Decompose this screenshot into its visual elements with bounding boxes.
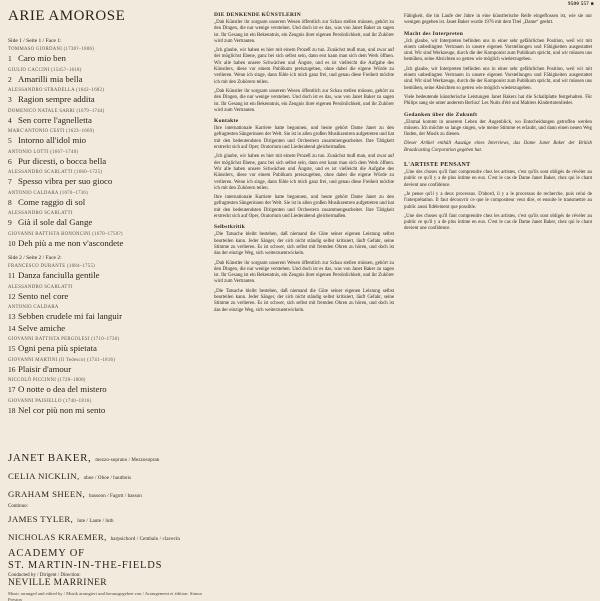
track-title: Caro mio ben (18, 53, 66, 63)
notes-paragraph: „Dah Künstler ihr sorgsam unserem Wesen öffentlich zur Schau stellen müssen, gehört zu den Dingen, die nur wenige verstehen. Und doch ist es das, was von Janet Baker zu sagen ist. Ihr Gesang ist ein Bekenntnis, ein Zeugnis ihrer eigenen Persönlichkeit, und ihr Zuhörer wird zum Vertrauten. (214, 260, 394, 285)
track-item (8, 343, 204, 355)
notes-paragraph: Fähigkeit, die im Laufe der Jahre in eine künstlerische Reife eingeflossen ist, wie sie nur wenigen gegeben ist. Janet Baker wurde 1976 mit dem Titel „Dame“ geehrt. (404, 14, 592, 26)
track-title: Intorno all'idol mio (18, 135, 87, 145)
side1-heading: Side 1 / Seite 1 / Face 1: (8, 38, 62, 44)
track-title: Sento nel core (18, 290, 69, 301)
track-item (8, 197, 204, 209)
notes-paragraph: „Dah Künstler ihr sorgsam unserem Wesen öffentlich zur Schau stellen müssen, gehört zu den Dingen, die nur wenige verstehen. Und doch ist es das, was von Janet Baker zu sagen ist. Ihr Gesang ist ein Bekenntnis, ein Zeugnis ihrer eigenen Persönlichkeit, und ihr Zuhörer wird zum Vertrauten. (214, 88, 394, 113)
composer-name: TOMMASO GIORDANI (1730?–1806) (8, 47, 95, 52)
track-title: Selve amiche (18, 322, 66, 333)
side2-tracklist (0, 264, 204, 416)
track-number: 13 (8, 312, 16, 321)
track-number: 10 (8, 238, 16, 248)
orchestra-name-line1: ACADEMY OF (8, 548, 85, 559)
lead-artist-role: mezzo-soprano / Mezzosopran (95, 458, 160, 463)
continuo-name: JAMES TYLER, (8, 514, 74, 524)
notes-subheading: Macht des Interpreten (404, 30, 464, 37)
notes-paragraph: „Dah Künstler ihr sorgsam unserem Wesen öffentlich zur Schau stellen müssen, gehört zu den Dingen, die nur wenige verstehen. Und doch ist es das, was von Janet Baker zu sagen ist. Ihr Gesang ist ein Bekenntnis, ein Zeugnis ihrer eigenen Persönlichkeit, und ihr Zuhörer wird zum Vertrauten. (214, 20, 394, 44)
notes-paragraph: Ihre internationale Karriere hatte begonnen, und heute gehört Dame Janet zu den gefragtesten Sängerinnen der Welt. Sie ist in allen großen Musikzentren aufgetreten und hat mit den bedeutendsten Dirigenten und Orchestern zusammengearbeitet. Ihre Tätigkeit erstreckt sich auf Oper, Oratorium und Liederabend gleichermaßen. (214, 195, 394, 220)
notes-paragraph: „Einmal kommt in unserem Leben der Augenblick, wo Entscheidungen getroffen werden müssen. Ich möchte so lange singen, wie meine Stimme es erlaubt, und dann einen neuen Weg finden, der Musik zu dienen. (404, 119, 592, 138)
track-item (8, 238, 204, 250)
track-number: 4 (8, 115, 12, 125)
notes-caption: Dieser Artikel enthält Auszüge eines Interviews, das Dame Janet Baker der British Broadcasting Corporation gegeben hat. (404, 141, 592, 153)
notes-heading-french: L'ARTISTE PENSANT (404, 162, 471, 169)
notes-subheading: Kontakte (214, 118, 239, 125)
track-item (8, 53, 204, 65)
notes-paragraph: Viele bedeutende künstlerische Leistungen Janet Bakers hat die Schallplatte festgehalten. Für Philips sang sie unter anderem Berlioz' Les Nuits d'été und Mahlers Kindertotenlieder. (404, 94, 592, 107)
composer-name: DOMENICO NATALE SARRI (1679–1744) (8, 108, 105, 114)
track-number: 3 (8, 95, 12, 104)
track-number: 9 (8, 218, 12, 227)
notes-subheading: Selbstkritik (214, 224, 246, 231)
notes-paragraph: Ihre internationale Karriere hatte begonnen, und heute gehört Dame Janet zu den gefragtesten Sängerinnen der Welt. Sie ist in allen großen Musikzentren aufgetreten und hat mit den bedeutendsten Dirigenten und Orchestern zusammengearbeitet. Ihre Tätigkeit erstreckt sich auf Oper, Oratorium und Liederabend gleichermaßen. (214, 126, 394, 151)
track-item (8, 94, 204, 106)
orchestra-name-line2: ST. MARTIN-IN-THE-FIELDS (8, 559, 163, 571)
performer-role: bassoon / Fagott / basson (89, 494, 142, 499)
track-item (8, 311, 204, 323)
composer-name: ALESSANDRO SCARLATTI (1660–1725) (8, 170, 103, 175)
notes-paragraph: „Une des choses qu'il faut comprendre chez les artistes, c'est qu'ils sont obligés de révéler au public ce qu'il y a de plus intime en eux. C'est le cas de Dame Janet Baker, chez qui le chant devient une confidence. (404, 213, 592, 232)
notes-paragraph: „Die Tatsache bleibt bestehen, daß niemand die Güte seiner eigenen Leistung selbst beurteilen kann. Jeder Sänger, der sich nicht ständig selbst kritisiert, läuft Gefahr, seine Stimme zu verlieren. Es ist schwer, sich selbst mit fremden Ohren zu hören, und doch ist das der einzige Weg, sich weiterzuentwickeln. (214, 288, 394, 313)
track-title: Deh più a me non v'ascondete (18, 237, 124, 248)
continuo-name: NICHOLAS KRAEMER, (8, 532, 107, 542)
composer-name: ANTONIO CALDARA (8, 305, 59, 310)
composer-name: ALESSANDRO SCARLATTI (8, 211, 73, 216)
track-item (8, 115, 204, 127)
track-item (8, 291, 204, 303)
track-number: 11 (8, 271, 16, 280)
track-item (8, 405, 204, 417)
tracklist-column (0, 0, 204, 601)
track-number: 5 (8, 136, 12, 145)
track-title: Amarilli mia bella (18, 73, 83, 84)
continuo-label: Continuo: (8, 504, 29, 509)
track-number: 17 (8, 385, 16, 394)
notes-heading: DIE DENKENDE KÜNSTLERIN (214, 12, 301, 18)
notes-paragraph: „Je pense qu'il y a deux processus. D'abord, il y a le processus de recherche, puis celui de l'interprétation. Il faut découvrir ce que le compositeur veut dire, et ensuite le transmettre au public aussi fidèlement que possible. (404, 191, 592, 210)
conductor-label: Conducted by / Dirigent / Direction: (8, 573, 81, 578)
notes-paragraph: „Ich glaube, wir Interpreten befinden uns in einer sehr gefährlichen Position, weil wir mit einem unbedingten Vertrauen in unsere eigenen Vorstellungen und Fähigkeiten ausgestattet sind. Wir sind Werkzeuge, durch die der Komponist zum Publikum spricht, und wir müssen uns bemühen, seine Absichten so getreu wie möglich wiederzugeben. (404, 66, 592, 91)
performer-name: GRAHAM SHEEN, (8, 489, 86, 499)
notes-paragraph: „Ich glaube, wir Interpreten befinden uns in einer sehr gefährlichen Position, weil wir mit einem unbedingten Vertrauen in unsere eigenen Vorstellungen und Fähigkeiten ausgestattet sind. Wir sind Werkzeuge, durch die der Komponist zum Publikum spricht, und wir müssen uns bemühen, seine Absichten so getreu wie möglich wiederzugeben. (404, 38, 592, 63)
track-number: 12 (8, 291, 16, 301)
performer-role: oboe / Oboe / hautbois (83, 476, 132, 481)
notes-column-right (400, 0, 600, 601)
composer-name: GIOVANNI BATTISTA BONONCINI (1670–1750?) (8, 231, 123, 237)
track-item (8, 156, 204, 168)
track-item (8, 270, 204, 282)
continuo-role: lute / Laute / luth (77, 519, 114, 524)
track-item (8, 135, 204, 147)
track-number: 18 (8, 405, 16, 415)
composer-name: GIULIO CACCINI (1545?–1618) (8, 67, 82, 73)
track-number: 7 (8, 177, 12, 186)
notes-column-german (210, 0, 400, 601)
track-title: Già il sole dal Gange (18, 217, 93, 227)
composer-name: MARC'ANTONIO CESTI (1623–1669) (8, 129, 95, 134)
track-title: Danza fanciulla gentile (18, 270, 100, 280)
composer-name: ALESSANDRO STRADELLA (1642–1682) (8, 88, 105, 93)
album-title: ARIE AMOROSE (8, 8, 126, 24)
notes-subheading: Gedanken über die Zukunft (404, 111, 478, 118)
continuo-role: harpsichord / Cembalo / clavecin (110, 537, 180, 542)
track-item (8, 323, 204, 335)
arranger-credit: Music arranged and edited by / Musik arrangiert und herausgegeben von / Arrangement et édition: Simon Preston (8, 591, 202, 601)
composer-name: GIOVANNI BATTISTA PERGOLESI (1710–1736) (8, 337, 120, 342)
catalog-number: 9500 557 ■ (567, 2, 594, 7)
composer-name: FRANCESCO DURANTE (1684–1755) (8, 264, 96, 269)
track-title: Sebben crudele mi fai languir (18, 311, 123, 321)
track-number: 16 (8, 364, 16, 374)
composer-name: GIOVANNI MARTINI (Il Tedesco) (1741–1816) (8, 357, 116, 363)
track-title: Sen corre l'agnelletta (18, 114, 92, 125)
track-item (8, 384, 204, 396)
composer-name: ALESSANDRO SCARLATTI (8, 284, 73, 290)
track-title: Spesso vibra per suo gioco (18, 176, 113, 186)
track-item (8, 74, 204, 86)
track-number: 8 (8, 197, 12, 207)
track-item (8, 364, 204, 376)
composer-name: NICCOLÒ PICCINNI (1728–1800) (8, 378, 86, 383)
composer-name: ANTONIO CALDARA (1670–1736) (8, 190, 88, 196)
track-title: Nel cor più non mi sento (18, 404, 106, 415)
track-number: 6 (8, 156, 12, 166)
performer-credits (8, 448, 204, 601)
side1-tracklist (0, 47, 204, 249)
track-number: 1 (8, 54, 12, 63)
track-title: Ragion sempre addita (18, 94, 95, 104)
track-title: Pur dicesti, o bocca bella (18, 155, 107, 166)
notes-paragraph: „Ich glaube, wir haben es hier mit einem Prozeß zu tun. Zunächst muß man, und zwar auf der möglichst Ebene, ganz bei sich selbst sein, dann erst kann man sich dem Werk öffnen. Wir alle haben unsere Schwächen und Ängste, und es ist vielleicht die Aufgabe des Künstlers, diese vor einem Publikum preiszugeben, ohne dabei die eigene Würde zu verlieren. Wenn ich singe, dann fühle ich mich ganz frei, und genau diese Freiheit möchte ich mit den Zuhörern teilen. (214, 48, 394, 85)
track-title: Ogni pena più spietata (18, 343, 97, 353)
side2-heading: Side 2 / Seite 2 / Face 2: (8, 255, 62, 261)
track-number: 2 (8, 74, 12, 84)
track-title: O notte o dea del mistero (18, 384, 107, 394)
notes-paragraph: „Une des choses qu'il faut comprendre chez les artistes, c'est qu'ils sont obligés de révéler au public ce qu'il y a de plus intime en eux. C'est le cas de Dame Janet Baker, chez qui le chant devient une confidence. (404, 170, 592, 188)
track-item (8, 176, 204, 188)
performer-name: CELIA NICKLIN, (8, 471, 80, 481)
track-title: Plaisir d'amour (18, 363, 72, 374)
lead-artist: JANET BAKER, (8, 452, 92, 464)
composer-name: ANTONIO LOTTI (1667–1740) (8, 149, 79, 155)
track-number: 15 (8, 344, 16, 353)
conductor-name: NEVILLE MARRINER (8, 578, 108, 588)
track-number: 14 (8, 323, 16, 333)
notes-paragraph: „Die Tatsache bleibt bestehen, daß niemand die Güte seiner eigenen Leistung selbst beurteilen kann. Jeder Sänger, der sich nicht ständig selbst kritisiert, läuft Gefahr, seine Stimme zu verlieren. Es ist schwer, sich selbst mit fremden Ohren zu hören, und doch ist das der einzige Weg, sich weiterzuentwickeln. (214, 232, 394, 257)
notes-paragraph: „Ich glaube, wir haben es hier mit einem Prozeß zu tun. Zunächst muß man, und zwar auf der möglichst Ebene, ganz bei sich selbst sein, dann erst kann man sich dem Werk öffnen. Wir alle haben unsere Schwächen und Ängste, und es ist vielleicht die Aufgabe des Künstlers, diese vor einem Publikum preiszugeben, ohne dabei die eigene Würde zu verlieren. Wenn ich singe, dann fühle ich mich ganz frei, und genau diese Freiheit möchte ich mit den Zuhörern teilen. (214, 154, 394, 191)
track-title: Come raggio di sol (18, 196, 86, 207)
track-item (8, 217, 204, 229)
composer-name: GIOVANNI PAISIELLO (1740–1816) (8, 398, 92, 404)
